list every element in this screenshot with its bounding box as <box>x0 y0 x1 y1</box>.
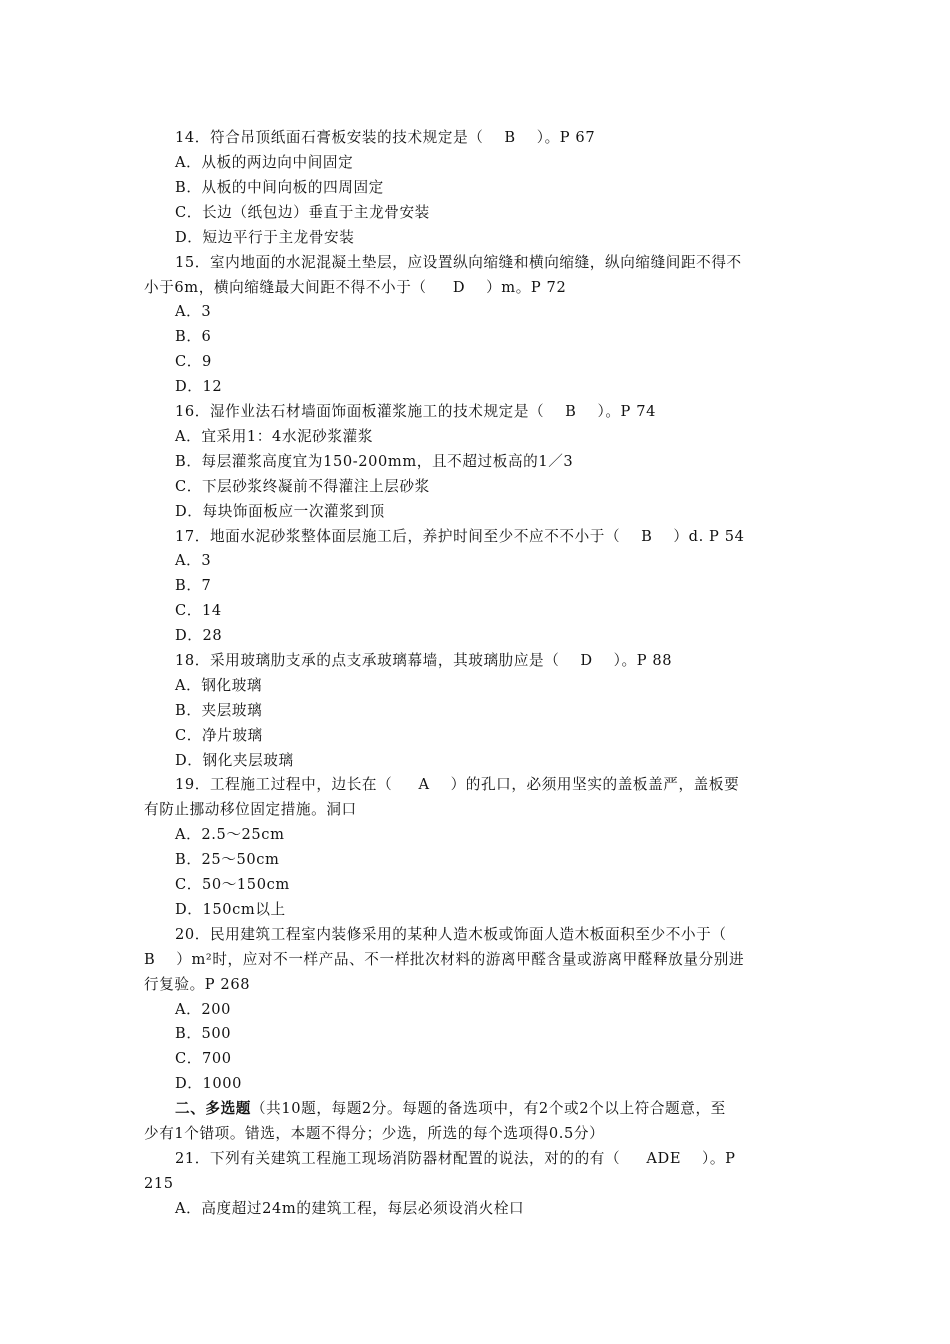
line-24: B．夹层玻璃 <box>175 702 263 719</box>
line-12: 16．湿作业法石材墙面饰面板灌浆施工的技术规定是（ B ）。P 74 <box>175 403 656 420</box>
line-2: A．从板的两边向中间固定 <box>175 154 354 171</box>
line-40 <box>175 1099 726 1119</box>
line-18: A．3 <box>175 552 212 569</box>
line-29: A．2.5～25cm <box>175 826 285 843</box>
line-33: 20．民用建筑工程室内装修采用的某种人造木板或饰面人造木板面积至少不小于（ <box>175 926 727 943</box>
line-30: B．25～50cm <box>175 851 280 868</box>
line-3: B．从板的中间向板的四周固定 <box>175 179 384 196</box>
line-32: D．150cm以上 <box>175 901 286 918</box>
line-42: 21．下列有关建筑工程施工现场消防器材配置的说法，对的的有（ ADE ）。P <box>175 1150 736 1167</box>
line-31: C．50～150cm <box>175 876 290 893</box>
line-1: 14．符合吊顶纸面石膏板安装的技术规定是（ B ）。P 67 <box>175 129 596 146</box>
line-21: D．28 <box>175 627 223 644</box>
line-35: 行复验。P 268 <box>144 976 251 993</box>
line-23: A．钢化玻璃 <box>175 677 263 694</box>
line-13: A．宜采用1：4水泥砂浆灌浆 <box>175 428 374 445</box>
line-6: 15．室内地面的水泥混凝土垫层，应设置纵向缩缝和横向缩缝，纵向缩缝间距不得不 <box>175 254 742 271</box>
line-41: 少有1个错项。错选，本题不得分；少选，所选的每个选项得0.5分） <box>144 1125 605 1142</box>
line-37: B．500 <box>175 1025 232 1042</box>
line-22: 18．采用玻璃肋支承的点支承玻璃幕墙，其玻璃肋应是（ D ）。P 88 <box>175 652 673 669</box>
line-44: A．高度超过24m的建筑工程，每层必须设消火栓口 <box>175 1200 525 1217</box>
line-36: A．200 <box>175 1001 231 1018</box>
line-8: A．3 <box>175 303 212 320</box>
line-16: D．每块饰面板应一次灌浆到顶 <box>175 503 385 520</box>
line-43: 215 <box>144 1175 174 1192</box>
line-14: B．每层灌浆高度宜为150-200mm，且不超过板高的1／3 <box>175 453 574 470</box>
line-39: D．1000 <box>175 1075 243 1092</box>
line-5: D．短边平行于主龙骨安装 <box>175 229 355 246</box>
line-15: C．下层砂浆终凝前不得灌注上层砂浆 <box>175 478 430 495</box>
line-9: B．6 <box>175 328 212 345</box>
line-10: C．9 <box>175 353 212 370</box>
line-11: D．12 <box>175 378 223 395</box>
line-19: B．7 <box>175 577 212 594</box>
line-38: C．700 <box>175 1050 232 1067</box>
line-4: C．长边（纸包边）垂直于主龙骨安装 <box>175 204 430 221</box>
line-20: C．14 <box>175 602 222 619</box>
line-25: C．净片玻璃 <box>175 727 263 744</box>
section-heading: 二、多选题 <box>175 1100 251 1117</box>
section-description: （共10题，每题2分。每题的备选项中，有2个或2个以上符合题意，至 <box>250 1100 726 1117</box>
line-34: B ）m²时，应对不一样产品、不一样批次材料的游离甲醛含量或游离甲醛释放量分别进 <box>144 951 745 968</box>
line-28: 有防止挪动移位固定措施。洞口 <box>144 801 357 818</box>
line-17: 17．地面水泥砂浆整体面层施工后，养护时间至少不应不不小于（ B ）d. P 54 <box>175 528 745 545</box>
line-27: 19．工程施工过程中，边长在（ A ）的孔口，必须用坚实的盖板盖严，盖板要 <box>175 776 740 793</box>
line-26: D．钢化夹层玻璃 <box>175 752 294 769</box>
line-7: 小于6m，横向缩缝最大间距不得不小于（ D ）m。P 72 <box>144 279 567 296</box>
